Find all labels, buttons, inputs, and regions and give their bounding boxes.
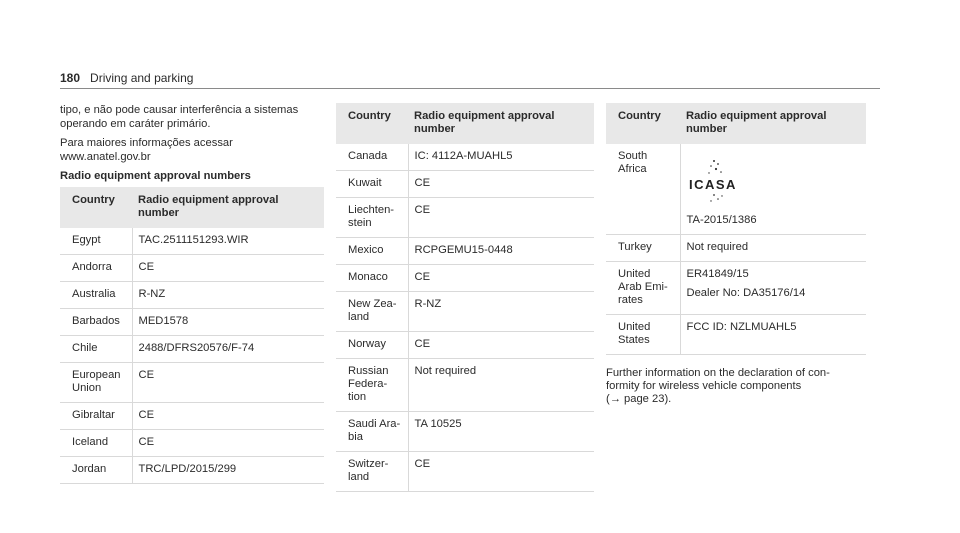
approval-number-cell: CE (408, 171, 594, 198)
table-row (60, 403, 324, 430)
table-row (60, 282, 324, 309)
approval-number-cell: CE (408, 198, 594, 238)
table-row (60, 363, 324, 403)
approval-number-header (132, 187, 324, 228)
country-cell (336, 452, 408, 492)
page-reference-link[interactable]: (→ page 23). (606, 393, 672, 405)
country-line: Barbados (72, 315, 120, 327)
intro-line: Para maiores informações acessar (60, 137, 233, 149)
country-line: Union (72, 382, 102, 394)
country-line: Egypt (72, 234, 101, 246)
table-row (60, 255, 324, 282)
country-line: South (618, 150, 648, 162)
table-row (60, 309, 324, 336)
country-cell (60, 309, 132, 336)
approval-number-cell: CE (132, 403, 324, 430)
country-cell (336, 198, 408, 238)
header-line: number (138, 207, 180, 219)
country-cell (60, 430, 132, 457)
table-header-row (60, 187, 324, 228)
table-row (606, 262, 866, 315)
country-line: Arab Emi- (618, 281, 668, 293)
intro-text (60, 103, 324, 164)
country-line: bia (348, 431, 363, 443)
approval-number-cell: TA 10525 (408, 412, 594, 452)
country-header: Country (336, 103, 408, 144)
table-row (606, 235, 866, 262)
middle-column (336, 103, 594, 492)
further-line: formity for wireless vehicle components (606, 380, 802, 392)
table-row (60, 457, 324, 484)
approval-number-cell: TAC.2511151293.WIR (132, 228, 324, 255)
table-row (60, 228, 324, 255)
header-divider (60, 88, 880, 89)
approval-number-cell: Not required (680, 235, 866, 262)
table-row (336, 332, 594, 359)
header-line: Radio equipment approval (138, 194, 279, 206)
country-line: Kuwait (348, 177, 382, 189)
country-line: Monaco (348, 271, 388, 283)
header-line: Radio equipment approval (686, 110, 827, 122)
country-line: United (618, 321, 651, 333)
further-information (606, 367, 866, 406)
approval-table-left-body (60, 228, 324, 484)
country-line: Saudi Ara- (348, 418, 401, 430)
page-header-title: Driving and parking (90, 71, 194, 85)
country-cell (606, 315, 680, 355)
intro-line: operando em caráter primário. (60, 118, 211, 130)
section-title: Radio equipment approval numbers (60, 170, 251, 182)
further-line: Further information on the declaration of con- (606, 367, 830, 379)
anatel-link-text: www.anatel.gov.br (60, 151, 151, 163)
country-line: Norway (348, 338, 386, 350)
country-line: rates (618, 294, 643, 306)
approval-number-cell (680, 262, 866, 315)
country-line: Chile (72, 342, 98, 354)
intro-paragraph-2 (60, 136, 324, 164)
table-row (606, 315, 866, 355)
approval-number-cell: CE (408, 452, 594, 492)
approval-number: ER41849/15 (686, 268, 749, 280)
table-row (336, 171, 594, 198)
page-number: 180 (60, 71, 81, 85)
header-line: number (414, 123, 456, 135)
table-row (60, 336, 324, 363)
approval-table-left (60, 187, 324, 484)
country-cell (60, 363, 132, 403)
country-cell (60, 255, 132, 282)
page-header (60, 71, 193, 85)
table-row (336, 359, 594, 412)
table-header-row (606, 103, 866, 144)
country-line: Federa- (348, 378, 388, 390)
table-row (336, 412, 594, 452)
approval-number-cell (680, 144, 866, 235)
icasa-logo-text: ICASA (688, 177, 737, 192)
approval-number-cell: RCPGEMU15-0448 (408, 238, 594, 265)
table-row (336, 238, 594, 265)
intro-line: tipo, e não pode causar interferência a sistemas (60, 104, 299, 116)
approval-number-cell: CE (132, 363, 324, 403)
dealer-number: Dealer No: DA35176/14 (686, 287, 806, 299)
country-line: Canada (348, 150, 388, 162)
country-cell (336, 412, 408, 452)
approval-number-cell: CE (408, 265, 594, 292)
approval-table-middle-body (336, 144, 594, 492)
header-line: Radio equipment approval (414, 110, 555, 122)
approval-number-cell: R-NZ (408, 292, 594, 332)
icasa-logo (687, 158, 749, 204)
approval-number-cell: TRC/LPD/2015/299 (132, 457, 324, 484)
approval-number-cell: R-NZ (132, 282, 324, 309)
country-line: stein (348, 217, 372, 229)
country-line: United (618, 268, 651, 280)
country-cell (336, 292, 408, 332)
country-cell (336, 359, 408, 412)
country-line: Russian (348, 365, 389, 377)
country-cell (60, 228, 132, 255)
table-row (336, 265, 594, 292)
country-cell (336, 332, 408, 359)
country-line: land (348, 471, 370, 483)
country-line: Africa (618, 163, 647, 175)
intro-paragraph-1 (60, 103, 324, 131)
table-header-row (336, 103, 594, 144)
country-line: European (72, 369, 121, 381)
country-line: Gibraltar (72, 409, 115, 421)
header-line: number (686, 123, 728, 135)
approval-number-cell: IC: 4112A-MUAHL5 (408, 144, 594, 171)
country-cell (60, 457, 132, 484)
approval-number-cell: CE (132, 430, 324, 457)
table-row (336, 198, 594, 238)
approval-table-middle (336, 103, 594, 492)
table-row (336, 144, 594, 171)
approval-number-cell: Not required (408, 359, 594, 412)
country-line: Switzer- (348, 458, 389, 470)
country-line: Iceland (72, 436, 109, 448)
approval-number: TA-2015/1386 (686, 214, 757, 226)
country-line: tion (348, 391, 367, 403)
left-column (60, 103, 324, 484)
country-line: Australia (72, 288, 116, 300)
country-cell (60, 336, 132, 363)
approval-table-right (606, 103, 866, 355)
country-cell (606, 262, 680, 315)
approval-number-cell: 2488/DFRS20576/F-74 (132, 336, 324, 363)
country-cell (336, 144, 408, 171)
table-row (336, 292, 594, 332)
country-cell (336, 265, 408, 292)
approval-number-header (680, 103, 866, 144)
country-cell (336, 171, 408, 198)
approval-number-cell: CE (132, 255, 324, 282)
approval-number-cell: FCC ID: NZLMUAHL5 (680, 315, 866, 355)
approval-number-cell: CE (408, 332, 594, 359)
country-cell: Turkey (606, 235, 680, 262)
country-line: Jordan (72, 463, 107, 475)
country-line: Mexico (348, 244, 384, 256)
country-cell (606, 144, 680, 235)
country-line: land (348, 311, 370, 323)
country-header: Country (606, 103, 680, 144)
table-row (336, 452, 594, 492)
approval-number-header (408, 103, 594, 144)
table-row (60, 430, 324, 457)
country-cell (336, 238, 408, 265)
country-cell (60, 403, 132, 430)
country-line: Liechten- (348, 204, 395, 216)
country-line: States (618, 334, 650, 346)
country-cell (60, 282, 132, 309)
country-line: Andorra (72, 261, 112, 273)
table-row (606, 144, 866, 235)
country-line: New Zea- (348, 298, 397, 310)
country-header: Country (60, 187, 132, 228)
right-column (606, 103, 866, 406)
approval-number-cell: MED1578 (132, 309, 324, 336)
